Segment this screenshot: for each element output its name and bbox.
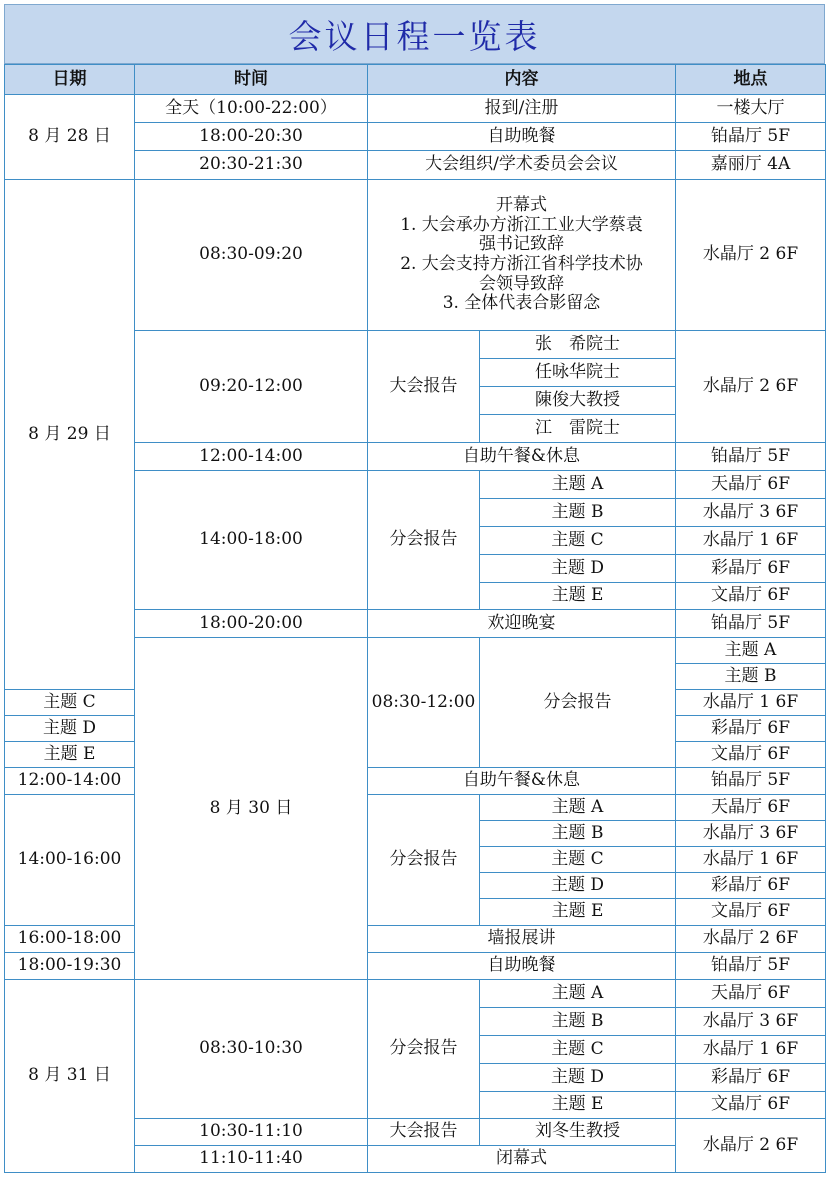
opening-line: 3. 全体代表合影留念 bbox=[442, 293, 601, 314]
venue-cell: 文晶厅 6F bbox=[676, 1092, 826, 1119]
venue-cell: 铂晶厅 5F bbox=[676, 443, 826, 471]
time-cell: 09:20-12:00 bbox=[135, 331, 368, 443]
venue-cell: 铂晶厅 5F bbox=[676, 610, 826, 638]
speaker-cell: 江 雷院士 bbox=[480, 415, 676, 443]
content-cell: 欢迎晚宴 bbox=[368, 610, 676, 638]
topic-cell: 主题 A bbox=[676, 638, 826, 664]
topic-cell: 主题 E bbox=[480, 583, 676, 610]
topic-cell: 主题 A bbox=[480, 795, 676, 821]
venue-cell: 嘉丽厅 4A bbox=[676, 151, 826, 180]
time-cell: 08:30-09:20 bbox=[135, 180, 368, 331]
opening-ceremony-cell bbox=[368, 180, 676, 331]
topic-cell: 主题 B bbox=[480, 821, 676, 847]
topic-cell: 主题 B bbox=[676, 664, 826, 690]
time-cell: 16:00-18:00 bbox=[5, 926, 135, 953]
venue-cell: 水晶厅 3 6F bbox=[676, 499, 826, 527]
header-date: 日期 bbox=[5, 65, 135, 95]
date-cell: 8 月 29 日 bbox=[5, 180, 135, 690]
topic-cell: 主题 B bbox=[480, 499, 676, 527]
venue-cell: 一楼大厅 bbox=[676, 95, 826, 123]
category-cell: 分会报告 bbox=[368, 471, 480, 610]
venue-cell: 水晶厅 2 6F bbox=[676, 180, 826, 331]
time-cell: 12:00-14:00 bbox=[5, 768, 135, 795]
venue-cell: 彩晶厅 6F bbox=[676, 716, 826, 742]
content-cell: 大会组织/学术委员会会议 bbox=[368, 151, 676, 180]
time-cell: 20:30-21:30 bbox=[135, 151, 368, 180]
date-cell: 8 月 30 日 bbox=[135, 638, 368, 980]
time-cell: 12:00-14:00 bbox=[135, 443, 368, 471]
table-row bbox=[5, 953, 826, 980]
opening-line: 开幕式 bbox=[496, 195, 547, 216]
topic-cell: 主题 A bbox=[480, 471, 676, 499]
venue-cell: 彩晶厅 6F bbox=[676, 873, 826, 899]
header-time: 时间 bbox=[135, 65, 368, 95]
table-row bbox=[5, 180, 826, 331]
content-cell: 自助午餐&休息 bbox=[368, 443, 676, 471]
venue-cell: 水晶厅 1 6F bbox=[676, 690, 826, 716]
date-cell: 8 月 31 日 bbox=[5, 980, 135, 1173]
venue-cell: 文晶厅 6F bbox=[676, 742, 826, 768]
topic-cell: 主题 C bbox=[480, 1036, 676, 1064]
speaker-cell: 陳俊大教授 bbox=[480, 387, 676, 415]
speaker-cell: 刘冬生教授 bbox=[480, 1119, 676, 1146]
content-cell: 闭幕式 bbox=[368, 1146, 676, 1173]
content-cell: 自助午餐&休息 bbox=[368, 768, 676, 795]
topic-cell: 主题 E bbox=[480, 1092, 676, 1119]
venue-cell: 水晶厅 1 6F bbox=[676, 1036, 826, 1064]
venue-cell: 铂晶厅 5F bbox=[676, 768, 826, 795]
header-row bbox=[5, 65, 826, 95]
time-cell: 10:30-11:10 bbox=[135, 1119, 368, 1146]
venue-cell: 天晶厅 6F bbox=[676, 795, 826, 821]
venue-cell: 水晶厅 1 6F bbox=[676, 847, 826, 873]
table-row bbox=[5, 768, 826, 795]
topic-cell: 主题 A bbox=[480, 980, 676, 1008]
venue-cell: 水晶厅 2 6F bbox=[676, 1119, 826, 1173]
content-cell: 自助晚餐 bbox=[368, 123, 676, 151]
opening-line: 会领导致辞 bbox=[479, 273, 564, 294]
time-cell: 11:10-11:40 bbox=[135, 1146, 368, 1173]
content-cell: 自助晚餐 bbox=[368, 953, 676, 980]
category-cell: 分会报告 bbox=[368, 980, 480, 1119]
venue-cell: 水晶厅 2 6F bbox=[676, 926, 826, 953]
category-cell: 大会报告 bbox=[368, 1119, 480, 1146]
venue-cell: 铂晶厅 5F bbox=[676, 953, 826, 980]
venue-cell: 天晶厅 6F bbox=[676, 980, 826, 1008]
venue-cell: 彩晶厅 6F bbox=[676, 1064, 826, 1092]
venue-cell: 文晶厅 6F bbox=[676, 899, 826, 926]
topic-cell: 主题 E bbox=[5, 742, 135, 768]
date-cell: 8 月 28 日 bbox=[5, 95, 135, 180]
opening-line: 强书记致辞 bbox=[479, 234, 564, 255]
category-cell: 大会报告 bbox=[368, 331, 480, 443]
time-cell: 18:00-19:30 bbox=[5, 953, 135, 980]
header-venue: 地点 bbox=[676, 65, 826, 95]
table-row bbox=[5, 95, 826, 123]
opening-line: 2. 大会支持方浙江省科学技术协 bbox=[400, 254, 643, 274]
opening-line: 1. 大会承办方浙江工业大学蔡袁 bbox=[400, 214, 643, 235]
topic-cell: 主题 B bbox=[480, 1008, 676, 1036]
time-cell: 08:30-12:00 bbox=[368, 638, 480, 768]
venue-cell: 水晶厅 1 6F bbox=[676, 527, 826, 555]
venue-cell: 彩晶厅 6F bbox=[676, 555, 826, 583]
speaker-cell: 任咏华院士 bbox=[480, 359, 676, 387]
time-cell: 14:00-16:00 bbox=[5, 795, 135, 926]
topic-cell: 主题 D bbox=[480, 873, 676, 899]
topic-cell: 主题 C bbox=[5, 690, 135, 716]
venue-cell: 文晶厅 6F bbox=[676, 583, 826, 610]
header-content: 内容 bbox=[368, 65, 676, 95]
topic-cell: 主题 D bbox=[5, 716, 135, 742]
time-cell: 18:00-20:30 bbox=[135, 123, 368, 151]
topic-cell: 主题 D bbox=[480, 1064, 676, 1092]
venue-cell: 天晶厅 6F bbox=[676, 471, 826, 499]
topic-cell: 主题 C bbox=[480, 847, 676, 873]
title-bar bbox=[4, 4, 825, 64]
time-cell: 08:30-10:30 bbox=[135, 980, 368, 1119]
time-cell: 18:00-20:00 bbox=[135, 610, 368, 638]
venue-cell: 水晶厅 2 6F bbox=[676, 331, 826, 443]
topic-cell: 主题 C bbox=[480, 527, 676, 555]
topic-cell: 主题 D bbox=[480, 555, 676, 583]
table-row bbox=[5, 980, 826, 1008]
schedule-table bbox=[4, 64, 826, 1173]
content-cell: 报到/注册 bbox=[368, 95, 676, 123]
category-cell: 分会报告 bbox=[368, 795, 480, 926]
topic-cell: 主题 E bbox=[480, 899, 676, 926]
table-row bbox=[5, 795, 826, 821]
speaker-cell: 张 希院士 bbox=[480, 331, 676, 359]
category-cell: 分会报告 bbox=[480, 638, 676, 768]
content-cell: 墙报展讲 bbox=[368, 926, 676, 953]
time-cell: 全天（10:00-22:00） bbox=[135, 95, 368, 123]
venue-cell: 水晶厅 3 6F bbox=[676, 1008, 826, 1036]
venue-cell: 铂晶厅 5F bbox=[676, 123, 826, 151]
table-row bbox=[5, 926, 826, 953]
venue-cell: 水晶厅 3 6F bbox=[676, 821, 826, 847]
time-cell: 14:00-18:00 bbox=[135, 471, 368, 610]
page-title: 会议日程一览表 bbox=[288, 16, 541, 56]
